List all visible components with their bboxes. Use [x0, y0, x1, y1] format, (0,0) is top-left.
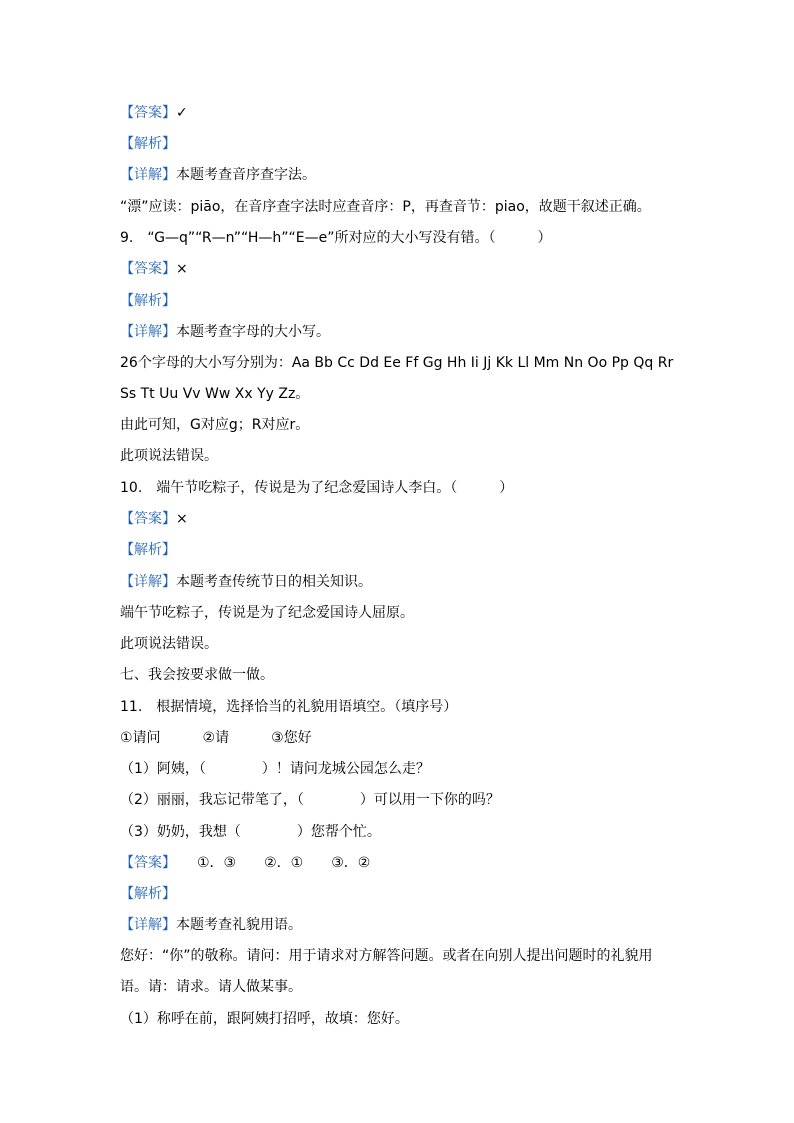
text-line: [120, 884, 694, 904]
text-line: [120, 822, 694, 842]
text-line: [120, 977, 694, 997]
text-line: [120, 728, 694, 748]
line-text: 此项说法错误。: [120, 636, 218, 652]
text-line: [120, 915, 694, 935]
line-text: ×: [176, 511, 188, 527]
detail-label: 【详解】: [120, 167, 176, 183]
text-line: [120, 322, 694, 342]
text-line: [120, 665, 694, 685]
line-text: （1）阿姨，（ ）！请问龙城公园怎么走？: [120, 761, 430, 777]
analysis-label: 【解析】: [120, 136, 176, 152]
text-line: [120, 228, 694, 248]
detail-label: 【详解】: [120, 574, 176, 590]
text-line: [120, 165, 694, 185]
text-line: [120, 291, 694, 311]
line-text: （3）奶奶，我想（ ）您帮个忙。: [120, 824, 381, 840]
line-text: 本题考查传统节日的相关知识。: [176, 574, 372, 590]
line-text: 七、我会按要求做一做。: [120, 667, 274, 683]
text-line: [120, 259, 694, 279]
detail-label: 【详解】: [120, 324, 176, 340]
line-text: 11. 根据情境，选择恰当的礼貌用语填空。（填序号）: [120, 699, 458, 715]
text-line: [120, 103, 694, 123]
line-text: 语。请：请求。请人做某事。: [120, 979, 302, 995]
analysis-label: 【解析】: [120, 542, 176, 558]
text-line: [120, 1009, 694, 1029]
text-line: [120, 509, 694, 529]
text-line: [120, 353, 694, 373]
line-text: （2）丽丽，我忘记带笔了，（ ）可以用一下你的吗？: [120, 792, 500, 808]
line-text: Ss Tt Uu Vv Ww Xx Yy Zz。: [120, 386, 310, 402]
answer-label: 【答案】: [120, 261, 176, 277]
line-text: 端午节吃粽子，传说是为了纪念爱国诗人屈原。: [120, 605, 414, 621]
line-text: 本题考查礼貌用语。: [176, 917, 302, 933]
text-line: [120, 478, 694, 498]
text-line: [120, 134, 694, 154]
line-text: 本题考查字母的大小写。: [176, 324, 330, 340]
text-line: [120, 572, 694, 592]
line-text: ×: [176, 261, 188, 277]
line-text: 26个字母的大小写分别为：Aa Bb Cc Dd Ee Ff Gg Hh Ii Jj Kk Ll Mm Nn Oo Pp Qq Rr: [120, 355, 674, 371]
text-line: [120, 634, 694, 654]
text-line: [120, 759, 694, 779]
line-text: 由此可知，G对应g；R对应r。: [120, 417, 310, 433]
analysis-label: 【解析】: [120, 886, 176, 902]
line-text: 您好：“你”的敬称。请问：用于请求对方解答问题。或者在向别人提出问题时的礼貌用: [120, 948, 653, 964]
analysis-label: 【解析】: [120, 293, 176, 309]
line-text: “漂”应读：piāo，在音序查字法时应查音序：P，再查音节：piao，故题干叙述正确。: [120, 199, 651, 215]
line-text: ①请问 ②请 ③您好: [120, 730, 312, 746]
line-text: （1）称呼在前，跟阿姨打招呼，故填：您好。: [120, 1011, 409, 1027]
text-line: [120, 790, 694, 810]
line-text: ✓: [176, 105, 188, 121]
text-line: [120, 540, 694, 560]
text-line: [120, 415, 694, 435]
line-text: ①．③ ②．① ③．②: [169, 855, 371, 871]
text-line: [120, 384, 694, 404]
line-text: 此项说法错误。: [120, 448, 218, 464]
text-line: [120, 853, 694, 873]
line-text: 9. “G—q”“R—n”“H—h”“E—e”所对应的大小写没有错。（ ）: [120, 230, 552, 246]
line-text: 本题考查音序查字法。: [176, 167, 316, 183]
text-line: [120, 946, 694, 966]
answer-label: 【答案】: [120, 511, 176, 527]
answer-label: 【答案】: [120, 105, 176, 121]
answer-label: 【答案】: [120, 855, 169, 871]
text-line: [120, 197, 694, 217]
detail-label: 【详解】: [120, 917, 176, 933]
text-line: [120, 603, 694, 623]
text-line: [120, 446, 694, 466]
line-text: 10. 端午节吃粽子，传说是为了纪念爱国诗人李白。（ ）: [120, 480, 514, 496]
text-line: [120, 697, 694, 717]
